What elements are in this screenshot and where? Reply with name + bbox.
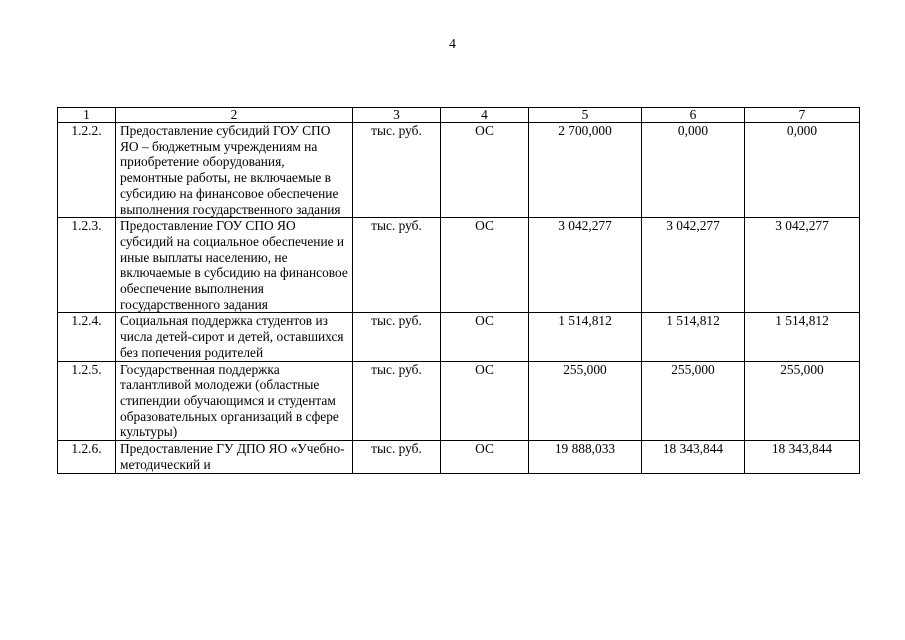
row-value-col7: 0,000: [745, 123, 860, 218]
row-unit: тыс. руб.: [353, 218, 441, 313]
row-value-col5: 1 514,812: [529, 313, 642, 361]
table-row: [58, 441, 860, 474]
row-value-col6: 3 042,277: [642, 218, 745, 313]
column-header: 3: [353, 108, 441, 123]
row-source: ОС: [441, 313, 529, 361]
row-unit: тыс. руб.: [353, 123, 441, 218]
row-source: ОС: [441, 123, 529, 218]
row-value-col7: 3 042,277: [745, 218, 860, 313]
row-source: ОС: [441, 441, 529, 474]
row-value-col7: 1 514,812: [745, 313, 860, 361]
column-header: 4: [441, 108, 529, 123]
row-code: 1.2.2.: [58, 123, 116, 218]
row-code: 1.2.6.: [58, 441, 116, 474]
row-unit: тыс. руб.: [353, 313, 441, 361]
row-value-col6: 18 343,844: [642, 441, 745, 474]
table-row: [58, 123, 860, 218]
row-source: ОС: [441, 218, 529, 313]
row-value-col6: 1 514,812: [642, 313, 745, 361]
row-description: Предоставление субсидий ГОУ СПО ЯО – бюджетным учреждениям на приобретение оборудования, ремонтные работы, не включаемые в субсидию на финансовое обеспечение выполнения государственного задания: [116, 123, 353, 218]
row-unit: тыс. руб.: [353, 361, 441, 441]
header-row: [58, 108, 860, 123]
row-description: Социальная поддержка студентов из числа детей-сирот и детей, оставшихся без попечения родителей: [116, 313, 353, 361]
table-row: [58, 361, 860, 441]
row-value-col6: 255,000: [642, 361, 745, 441]
column-header: 5: [529, 108, 642, 123]
row-code: 1.2.3.: [58, 218, 116, 313]
column-header: 2: [116, 108, 353, 123]
row-description: Государственная поддержка талантливой молодежи (областные стипендии обучающимся и студентам образовательных организаций в сфере культуры): [116, 361, 353, 441]
page-number: 4: [449, 37, 456, 52]
row-value-col5: 255,000: [529, 361, 642, 441]
row-code: 1.2.4.: [58, 313, 116, 361]
column-header: 6: [642, 108, 745, 123]
row-value-col5: 19 888,033: [529, 441, 642, 474]
column-header: 1: [58, 108, 116, 123]
column-header: 7: [745, 108, 860, 123]
row-source: ОС: [441, 361, 529, 441]
row-value-col5: 2 700,000: [529, 123, 642, 218]
table-row: [58, 313, 860, 361]
row-value-col7: 255,000: [745, 361, 860, 441]
row-description: Предоставление ГУ ДПО ЯО «Учебно-методический и: [116, 441, 353, 474]
row-value-col6: 0,000: [642, 123, 745, 218]
row-unit: тыс. руб.: [353, 441, 441, 474]
row-description: Предоставление ГОУ СПО ЯО субсидий на социальное обеспечение и иные выплаты населению, не включаемые в субсидию на финансовое обеспечение выполнения государственного задания: [116, 218, 353, 313]
row-value-col7: 18 343,844: [745, 441, 860, 474]
row-value-col5: 3 042,277: [529, 218, 642, 313]
row-code: 1.2.5.: [58, 361, 116, 441]
budget-table: [57, 107, 860, 474]
table-row: [58, 218, 860, 313]
